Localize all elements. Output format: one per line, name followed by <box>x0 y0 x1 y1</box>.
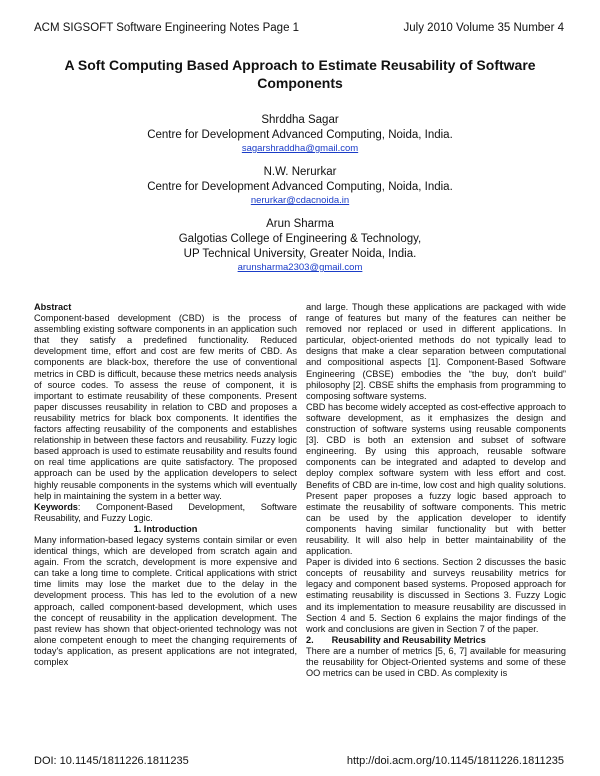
author-name: N.W. Nerurkar <box>263 166 337 178</box>
author-email-link[interactable]: nerurkar@cdacnoida.in <box>250 195 350 206</box>
author-affiliation: Centre for Development Advanced Computing, Noida, India. <box>147 129 453 141</box>
section-2-text: There are a number of metrics [5, 6, 7] available for measuring the reusability for Object-Oriented systems and some of these OO metrics can be used in CBD. As complexity is <box>306 645 566 679</box>
section-2-number: 2. <box>306 634 314 645</box>
keywords-label: Keywords <box>34 501 78 512</box>
author-name: Arun Sharma <box>266 218 334 230</box>
abstract-text: Component-based development (CBD) is the process of assembling existing software components in an application such that they satisfy a predefined functionality. Reduced development time, effort and cost are few merits of CBD. As components are black-box, therefore the use of conventional metrics in CBD is difficult, because these metrics needs analysis of source codes. To assess the reuse of component, it is important to estimate reusability of these components. Present paper discusses reusability in relation to CBD and proposes a reusability metrics for black box components. It identifies the factors affecting reusability of the components and establishes relationship in between these factors and reusability. Fuzzy logic based approach is used to estimate reusability and results found on real time applications are quite satisfactory. The proposed approach can be used by the application developers to select highly reusable components in the systems which will eventually help in maintaining the system in a better way. <box>34 313 297 501</box>
author-affiliation: Centre for Development Advanced Computing, Noida, India. <box>147 181 453 193</box>
intro-text-left: Many information-based legacy systems contain similar or even identical things, which are developed from scratch again and again. From the scratch, development is more expensive and can take a long time to complete. Critical applications with strict time limits may lose the market due to the delay in the development process. This has led to the evolution of a new approach, called component-based development, which uses the concept of reusability in the application development. The past review has shown that object-oriented technology was not alone competent enough to meet the changing requirements of today's application, as present applications are not integrated, complex <box>34 534 297 667</box>
keywords-text: : Component-Based Development, Software Reusability, and Fuzzy Logic. <box>34 501 297 523</box>
intro-paragraph-2: CBD has become widely accepted as cost-effective approach to software development, as it emphasizes the design and construction of software systems using reusable components [3]. CBD is both an extension and subset of software engineering. By using this approach, reusable software components can be integrated and adapted to develop and deploy complex software system with less effort and cost. Benefits of CBD are in-time, low cost and high quality solutions. Present paper proposes a fuzzy logic based approach to estimate the reusability of software components. This metric can be used by the application developer to identify components having similar functionality but with better reusability. It will also help in better maintainability of the application. <box>306 401 566 557</box>
keywords <box>34 502 297 524</box>
author-name: Shrddha Sagar <box>261 114 339 126</box>
title-line-2: Components <box>257 75 343 91</box>
author-affiliation: Galgotias College of Engineering & Technology, <box>178 233 422 245</box>
author-block <box>40 113 560 284</box>
author-affiliation-2: UP Technical University, Greater Noida, India. <box>183 248 417 260</box>
author-2 <box>40 165 560 207</box>
paper-title <box>40 56 560 92</box>
doi-url-footer[interactable]: http://doi.acm.org/10.1145/1811226.1811235 <box>346 755 564 767</box>
doi-footer: DOI: 10.1145/1811226.1811235 <box>34 755 189 767</box>
section-2-heading <box>306 635 566 646</box>
title-line-1: A Soft Computing Based Approach to Estimate Reusability of Software <box>64 57 536 73</box>
running-header-right: July 2010 Volume 35 Number 4 <box>403 22 564 34</box>
intro-paragraph-3: Paper is divided into 6 sections. Section 2 discusses the basic concepts of reusability and surveys reusability metrics for legacy and component based systems. Proposed approach for estimating reusability is discussed in Sections 3. Fuzzy Logic and its implementation to measure reusability are discussed in Section 4 and 5. Section 6 explains the major findings of the work and conclusions are given in Section 7 of the paper. <box>306 557 566 634</box>
section-2-title: Reusability and Reusability Metrics <box>331 634 486 645</box>
author-3 <box>40 217 560 274</box>
author-1 <box>40 113 560 155</box>
right-column <box>306 302 566 679</box>
running-header-left: ACM SIGSOFT Software Engineering Notes Page 1 <box>34 22 300 34</box>
left-column <box>34 302 297 668</box>
abstract-heading: Abstract <box>34 302 72 312</box>
author-email-link[interactable]: arunsharma2303@gmail.com <box>237 262 363 273</box>
intro-text-right: and large. Though these applications are packaged with wide range of features but many of the features can neither be removed nor replaced or used in different applications. In particular, object-oriented methods do not typically lead to designs that make a clear separation between computational and compositional aspects [1]. Component-Based Software Engineering (CBSE) embodies the “the buy, don't build” philosophy [2]. CBSE shifts the emphasis from programming to composing software systems. <box>306 302 566 401</box>
author-email-link[interactable]: sagarshraddha@gmail.com <box>241 143 359 154</box>
section-1-heading: 1. Introduction <box>133 523 198 534</box>
